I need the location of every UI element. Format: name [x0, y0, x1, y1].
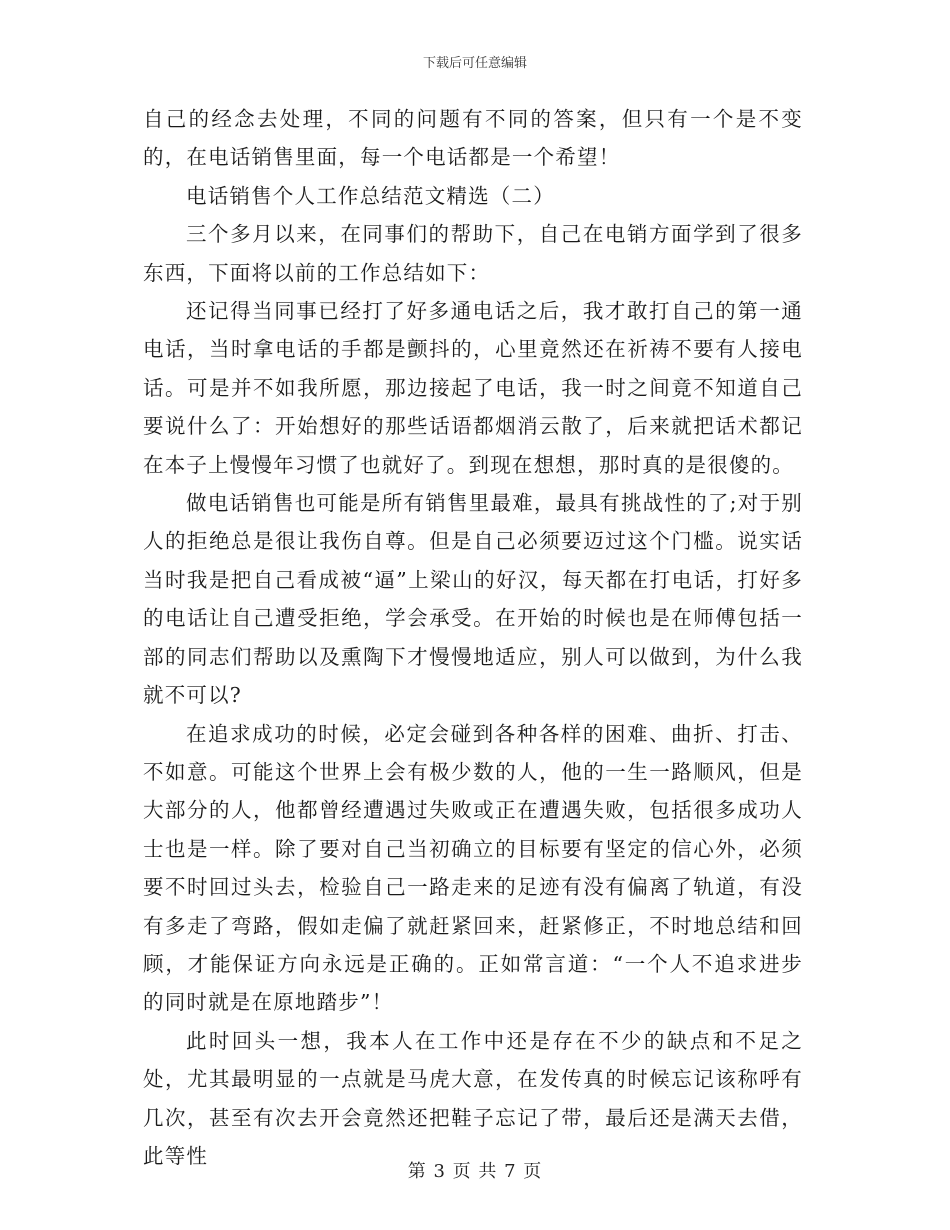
page-number: 第 3 页 共 7 页 [407, 1161, 543, 1182]
paragraph-6: 此时回头一想，我本人在工作中还是存在不少的缺点和不足之处，尤其最明显的一点就是马虎大意，在发传真的时候忘记该称呼有几次，甚至有次去开会竟然还把鞋子忘记了带，最后还是满天去借，此等性 [143, 1028, 803, 1168]
page-header-note: 下载后可任意编辑 [422, 56, 527, 71]
document-body [143, 100, 803, 1175]
paragraph-3: 还记得当同事已经打了好多通电话之后，我才敢打自己的第一通电话，当时拿电话的手都是颤抖的，心里竟然还在祈祷不要有人接电话。可是并不如我所愿，那边接起了电话，我一时之间竟不知道自己要说什么了：开始想好的那些话语都烟消云散了，后来就把话术都记在本子上慢慢年习惯了也就好了。到现在想想，那时真的是很傻的。 [143, 299, 803, 477]
paragraph-1: 自己的经念去处理，不同的问题有不同的答案，但只有一个是不变的，在电话销售里面，每一个电话都是一个希望！ [143, 107, 803, 170]
paragraph-2: 三个多月以来，在同事们的帮助下，自己在电销方面学到了很多东西，下面将以前的工作总结如下： [143, 222, 803, 285]
paragraph-4: 做电话销售也可能是所有销售里最难，最具有挑战性的了;对于别人的拒绝总是很让我伤自尊。但是自己必须要迈过这个门槛。说实话当时我是把自己看成被“逼”上梁山的好汉，每天都在打电话，打好多的电话让自己遭受拒绝，学会承受。在开始的时候也是在师傅包括一部的同志们帮助以及熏陶下才慢慢地适应，别人可以做到，为什么我就不可以? [143, 491, 803, 708]
section-heading: 电话销售个人工作总结范文精选（二） [186, 183, 555, 208]
paragraph-5: 在追求成功的时候，必定会碰到各种各样的困难、曲折、打击、不如意。可能这个世界上会有极少数的人，他的一生一路顺风，但是大部分的人，他都曾经遭遇过失败或正在遭遇失败，包括很多成功人士也是一样。除了要对自己当初确立的目标要有坚定的信心外，必须要不时回过头去，检验自己一路走来的足迹有没有偏离了轨道，有没有多走了弯路，假如走偏了就赶紧回来，赶紧修正，不时地总结和回顾，才能保证方向永远是正确的。正如常言道：“一个人不追求进步的同时就是在原地踏步”！ [143, 721, 803, 1015]
